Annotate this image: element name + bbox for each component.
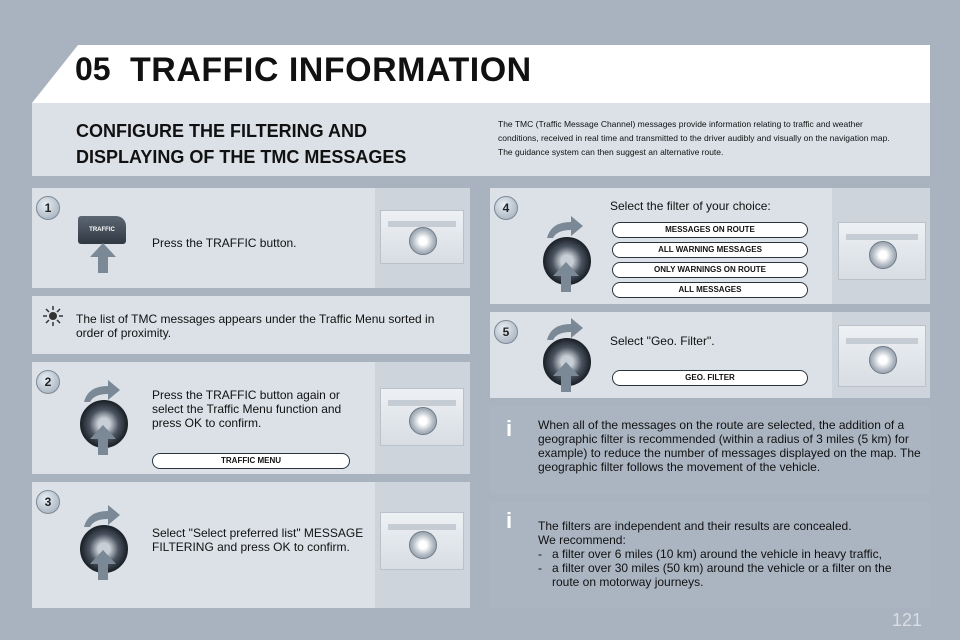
step-badge: 2 bbox=[36, 370, 60, 394]
press-arrow-icon bbox=[553, 362, 579, 392]
radio-unit-image bbox=[838, 222, 926, 280]
info-filters-text bbox=[538, 519, 922, 589]
radio-unit-image bbox=[380, 388, 464, 446]
step-badge: 4 bbox=[494, 196, 518, 220]
page-title: TRAFFIC INFORMATION bbox=[130, 51, 532, 89]
info-icon: i bbox=[505, 508, 513, 533]
step-badge: 1 bbox=[36, 196, 60, 220]
filter-option-messages-on-route[interactable]: MESSAGES ON ROUTE bbox=[612, 222, 808, 238]
press-arrow-icon bbox=[90, 425, 116, 455]
radio-unit-image bbox=[380, 210, 464, 264]
press-arrow-icon bbox=[553, 262, 579, 292]
intro-text bbox=[498, 117, 898, 159]
filter-option-geo-filter[interactable]: GEO. FILTER bbox=[612, 370, 808, 386]
step-4-text: Select the filter of your choice: bbox=[610, 199, 771, 213]
traffic-button-icon: TRAFFIC bbox=[78, 216, 126, 244]
step-5-text: Select "Geo. Filter". bbox=[610, 334, 715, 348]
filter-option-only-warnings-on-route[interactable]: ONLY WARNINGS ON ROUTE bbox=[612, 262, 808, 278]
chapter-number: 05 bbox=[75, 51, 111, 87]
info-geo-filter-text: When all of the messages on the route are selected, the addition of a geographic filter is recommended (within a radius of 3 miles (5 km) for example) to reduce the number of messages displayed on the map. The geographic filter follows the movement of the vehicle. bbox=[538, 418, 921, 474]
info-icon: i bbox=[505, 416, 513, 441]
intro-paragraph: The guidance system can then suggest an alternative route. bbox=[498, 147, 724, 157]
filter-option-all-messages[interactable]: ALL MESSAGES bbox=[612, 282, 808, 298]
press-arrow-icon bbox=[90, 243, 116, 273]
info-line: We recommend: bbox=[538, 533, 626, 547]
page-number: 121 bbox=[891, 610, 922, 630]
intro-paragraph: The TMC (Traffic Message Channel) messages provide information relating to traffic and weather conditions, received in real time and transmitted to the driver audibly and visually on the navigation map. bbox=[498, 119, 890, 143]
sun-tip-icon bbox=[42, 305, 64, 327]
info-line: The filters are independent and their results are concealed. bbox=[538, 519, 852, 533]
tip-text: The list of TMC messages appears under the Traffic Menu sorted in order of proximity. bbox=[76, 312, 435, 340]
menu-option-traffic-menu[interactable]: TRAFFIC MENU bbox=[152, 453, 350, 469]
step-3-text: Select "Select preferred list" MESSAGE FILTERING and press OK to confirm. bbox=[152, 526, 364, 554]
filter-option-all-warning-messages[interactable]: ALL WARNING MESSAGES bbox=[612, 242, 808, 258]
step-1-text: Press the TRAFFIC button. bbox=[152, 236, 297, 250]
press-arrow-icon bbox=[90, 550, 116, 580]
step-badge: 3 bbox=[36, 490, 60, 514]
radio-unit-image bbox=[380, 512, 464, 570]
section-subtitle: CONFIGURE THE FILTERING AND DISPLAYING OF THE TMC MESSAGES bbox=[76, 121, 407, 167]
list-item: - a filter over 6 miles (10 km) around the vehicle in heavy traffic, bbox=[538, 547, 882, 561]
step-2-text: Press the TRAFFIC button again or select the Traffic Menu function and press OK to confirm. bbox=[152, 388, 342, 430]
radio-unit-image bbox=[838, 325, 926, 387]
list-item: - a filter over 30 miles (50 km) around the vehicle or a filter on the route on motorway journeys. bbox=[538, 561, 892, 589]
step-badge: 5 bbox=[494, 320, 518, 344]
